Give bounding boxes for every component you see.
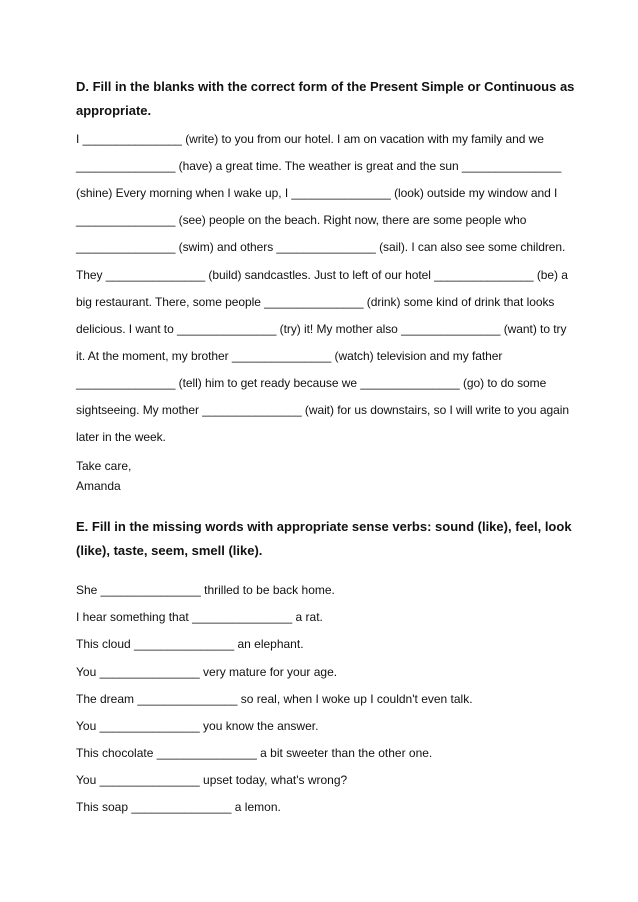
passage-line: big restaurant. There, some people _______________ (drink) some kind of drink that looks (76, 295, 555, 309)
passage-line: _______________ (see) people on the beach. Right now, there are some people who (76, 213, 527, 227)
passage-line: They _______________ (build) sandcastles. Just to left of our hotel _______________ (be) a (76, 268, 568, 282)
passage-line: _______________ (swim) and others _______________ (sail). I can also see some children. (76, 240, 566, 254)
list-item: You _______________ you know the answer. (76, 719, 319, 733)
passage-line: it. At the moment, my brother _______________ (watch) television and my father (76, 349, 503, 363)
list-item: You _______________ upset today, what's wrong? (76, 773, 348, 787)
passage-line: (shine) Every morning when I wake up, I _______________ (look) outside my window and I (76, 186, 558, 200)
passage-line: later in the week. (76, 430, 166, 444)
list-item: You _______________ very mature for your age. (76, 665, 338, 679)
section-e-heading: E. Fill in the missing words with appropriate sense verbs: sound (like), feel, look (like), taste, seem, smell (like). (76, 519, 572, 558)
list-item: I hear something that _______________ a rat. (76, 610, 323, 624)
passage-line: delicious. I want to _______________ (try) it! My mother also _______________ (want) to try (76, 322, 567, 336)
list-item: She _______________ thrilled to be back home. (76, 583, 335, 597)
list-item: This cloud _______________ an elephant. (76, 637, 304, 651)
passage-line: _______________ (have) a great time. The weather is great and the sun _______________ (76, 159, 562, 173)
list-item: The dream _______________ so real, when I woke up I couldn't even talk. (76, 692, 473, 706)
passage-line: _______________ (tell) him to get ready because we _______________ (go) to do some (76, 376, 547, 390)
closing-text: Take care, (76, 459, 132, 473)
passage-line: I _______________ (write) to you from our hotel. I am on vacation with my family and we (76, 132, 544, 146)
list-item: This chocolate _______________ a bit sweeter than the other one. (76, 746, 433, 760)
list-item: This soap _______________ a lemon. (76, 800, 281, 814)
section-d-heading: D. Fill in the blanks with the correct form of the Present Simple or Continuous as appropriate. (76, 79, 575, 118)
signature-text: Amanda (76, 479, 121, 493)
passage-line: sightseeing. My mother _______________ (wait) for us downstairs, so I will write to you again (76, 403, 569, 417)
